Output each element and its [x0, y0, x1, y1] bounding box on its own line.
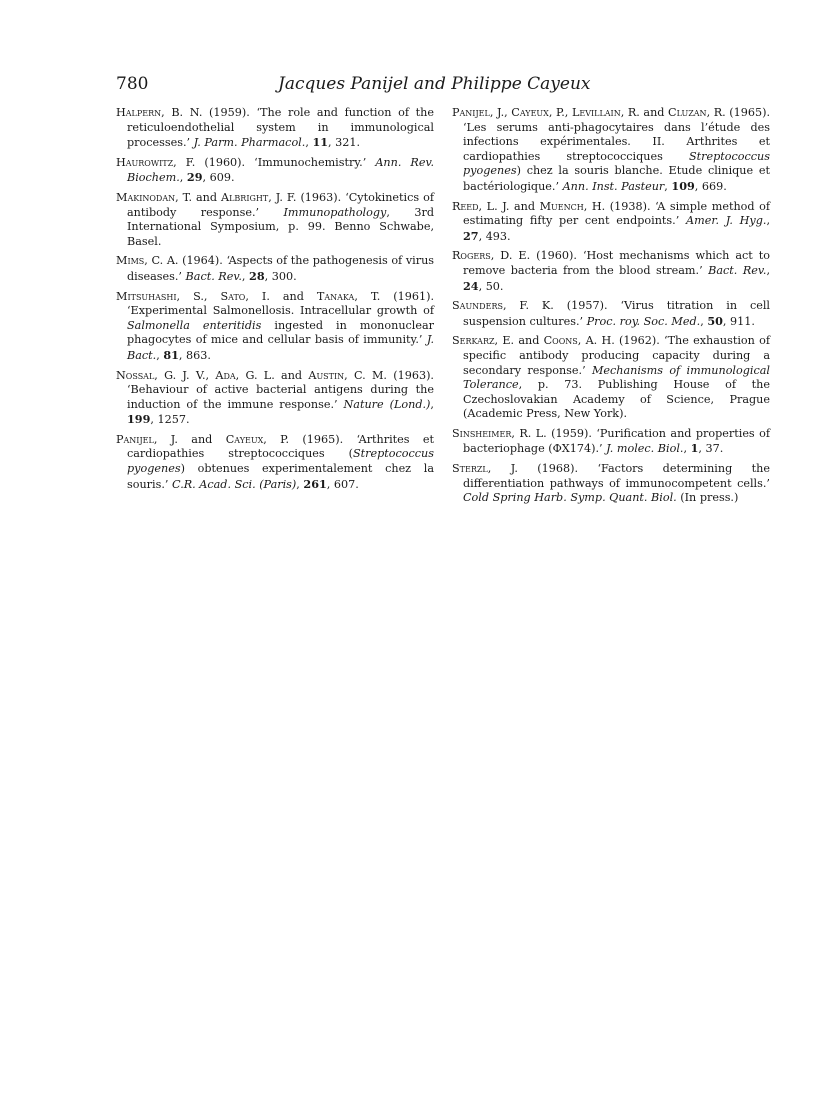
separator: , [305, 136, 313, 150]
author-surname: Austin [308, 368, 345, 382]
volume-number: 1 [690, 441, 699, 456]
journal-name: Ann. Rev. Biochem. [127, 155, 435, 185]
page-range: , 300. [264, 269, 297, 283]
author-surname: Makinodan [116, 190, 176, 204]
separator: , [156, 348, 164, 362]
separator: , [179, 171, 187, 185]
reference-title-italic: Streptococcus pyogenes [127, 447, 434, 476]
reference-title: ‘The role and function of the reticuloendothelial system in immunological processes.’ [127, 106, 434, 150]
journal-name: Nature (Lond.) [343, 397, 431, 411]
author-surname: Ada [215, 368, 236, 382]
page-number: 780 [116, 74, 149, 94]
page-range: , 863. [178, 348, 211, 362]
volume-number: 261 [303, 476, 327, 491]
reference-entry [452, 299, 770, 329]
author-initials: , T. and [175, 190, 222, 204]
page-header [116, 74, 726, 98]
author-initials: , J. and [153, 432, 226, 446]
separator: , [766, 214, 771, 228]
author-surname: Cayeux [511, 106, 549, 119]
reference-title: ‘Les serums anti-phagocytaires dans l’étude des infections expérimentales. II. Arthrites et cardiopathies streptococciques [463, 120, 770, 163]
author-initials: , L. J. and [478, 199, 540, 213]
reference-entry [452, 106, 770, 195]
page-range: , 1257. [150, 413, 190, 427]
separator: , [683, 442, 691, 456]
reference-title: ‘Behaviour of active bacterial antigens during the induction of the immune response.’ [127, 383, 434, 411]
author-surname: Panijel [452, 106, 490, 119]
reference-entry [116, 156, 434, 186]
author-surname: Sinsheimer [452, 426, 512, 440]
journal-name: Bact. Rev. [708, 263, 767, 277]
reference-entry [452, 200, 770, 245]
author-surname: Panijel [116, 432, 154, 446]
author-initials: , B. N. (1959). [161, 106, 257, 119]
reference-title: ingested in mononuclear phagocytes of mice and cellular basis of immunity.’ [127, 318, 435, 347]
reference-entry [116, 191, 434, 249]
author-surname: Saunders [452, 299, 503, 313]
reference-title: ‘Virus titration in cell suspension cultures.’ [463, 299, 770, 328]
page-range: , 493. [478, 229, 511, 243]
volume-number: 199 [127, 412, 151, 427]
author-surname: Muench [539, 199, 584, 213]
reference-entry [452, 462, 770, 506]
journal-name: J. molec. Biol. [606, 442, 684, 456]
reference-entry [116, 290, 434, 364]
journal-name: C.R. Acad. Sci. (Paris) [172, 477, 297, 491]
author-initials: , C. A. (1964). [144, 254, 227, 268]
author-initials: , P., [548, 106, 572, 119]
author-surname: Mitsuhashi [116, 289, 177, 303]
journal-name: Mechanisms of immunological Tolerance [463, 363, 770, 392]
reference-entry [452, 249, 770, 294]
volume-number: 81 [163, 347, 179, 362]
volume-number: 24 [463, 278, 479, 293]
journal-name: Amer. J. Hyg. [686, 214, 767, 228]
author-initials: , D. E. (1960). [490, 249, 583, 263]
journal-name: Bact. Rev. [185, 269, 242, 283]
author-initials: , G. L. and [235, 368, 309, 382]
author-initials: , T. (1961). [354, 289, 434, 303]
journal-name: J. Parm. Pharmacol. [193, 136, 306, 150]
page-range: , 607. [326, 477, 359, 491]
references-left-column [116, 106, 434, 497]
page-range: , 321. [328, 136, 361, 150]
reference-title: ‘The exhaustion of specific antibody producing capacity during a secondary response.’ [463, 334, 770, 377]
author-initials: , J., [489, 106, 512, 119]
author-initials: , J. (1968). [487, 462, 598, 476]
page-range: , 3rd International Symposium, p. 99. Benno Schwabe, Basel. [127, 205, 434, 248]
author-initials: , E. and [494, 334, 544, 348]
volume-number: 109 [671, 178, 695, 193]
reference-title: ‘Aspects of the pathogenesis of virus diseases.’ [127, 254, 435, 283]
author-initials: , H. (1938). [583, 199, 656, 213]
author-surname: Sterzl [452, 462, 488, 476]
separator: , [430, 397, 434, 411]
author-surname: Nossal [116, 368, 155, 382]
author-surname: Albright [221, 190, 269, 204]
author-initials: , A. H. (1962). [577, 334, 665, 348]
reference-title-italic: Streptococcus pyogenes [463, 149, 770, 178]
reference-title: ) obtenues experimentalement chez la souris.’ [127, 462, 434, 491]
author-surname: Reed [452, 199, 479, 213]
author-initials: , G. J. V., [154, 368, 216, 382]
separator: , [766, 263, 770, 277]
author-initials: , C. M. (1963). [344, 368, 434, 382]
references-right-column [452, 106, 770, 511]
author-initials: , S., [176, 289, 221, 303]
reference-entry [116, 254, 434, 284]
reference-title: ) chez la souris blanche. Etude clinique et bactériologique.’ [463, 164, 770, 193]
volume-number: 11 [312, 135, 329, 150]
author-surname: Cluzan [668, 106, 707, 119]
author-surname: Haurowitz [116, 155, 174, 169]
reference-title-italic: Salmonella enteritidis [127, 318, 262, 332]
journal-name: Ann. Inst. Pasteur [562, 179, 665, 193]
author-initials: , R. (1965). [706, 106, 771, 119]
author-surname: Cayeux [225, 432, 264, 446]
volume-number: 50 [707, 313, 723, 328]
reference-title: ‘Purification and properties of bacteriophage (ΦX174).’ [463, 426, 770, 456]
author-surname: Halpern [116, 106, 162, 119]
author-initials: , I. and [245, 289, 317, 303]
author-surname: Rogers [452, 249, 491, 263]
running-title: Jacques Panijel and Philippe Cayeux [278, 74, 591, 94]
volume-number: 27 [463, 228, 479, 243]
author-initials: , F. (1960). [173, 155, 255, 169]
reference-title: ‘Arthrites et cardiopathies streptococciques ( [127, 432, 435, 461]
journal-name: Immunopathology [283, 205, 387, 219]
separator: , [700, 314, 708, 328]
author-surname: Sato [220, 289, 246, 303]
page-range: , 50. [478, 279, 504, 293]
volume-number: 29 [186, 170, 203, 185]
author-initials: , P. (1965). [263, 432, 357, 446]
separator: , [664, 179, 672, 193]
page-range: (In press.) [676, 491, 739, 505]
volume-number: 28 [249, 268, 265, 283]
reference-entry [116, 106, 434, 151]
reference-entry [452, 427, 770, 457]
page-range: , 911. [722, 314, 755, 328]
separator: , [241, 269, 250, 283]
author-initials: , F. K. (1957). [502, 299, 621, 313]
journal-name: Cold Spring Harb. Symp. Quant. Biol. [463, 491, 677, 505]
reference-title: ‘A simple method of estimating fifty per cent endpoints.’ [463, 199, 771, 228]
author-surname: Levillain [571, 106, 621, 119]
reference-title: ‘Experimental Salmonellosis. Intracellular growth of [127, 304, 434, 318]
journal-name: J. Bact. [127, 333, 434, 362]
reference-entry [116, 369, 434, 428]
author-surname: Mims [116, 254, 145, 268]
author-surname: Coons [543, 334, 578, 348]
page-range: , 609. [202, 171, 235, 185]
separator: , [296, 477, 304, 491]
reference-title: ‘Cytokinetics of antibody response.’ [127, 190, 434, 219]
author-surname: Serkarz [452, 334, 495, 348]
reference-title: ‘Factors determining the differentiation pathways of immunocompetent cells.’ [463, 462, 770, 490]
page-range: , 669. [694, 179, 727, 193]
author-initials: , R. L. (1959). [511, 426, 597, 440]
page-range: , 37. [698, 442, 724, 456]
author-surname: Tanaka [316, 289, 355, 303]
author-initials: , R. and [620, 106, 669, 119]
reference-title: ‘Immunochemistry.’ [254, 155, 376, 169]
reference-entry [452, 334, 770, 422]
reference-entry [116, 433, 434, 492]
page-range: , p. 73. Publishing House of the Czechoslovakian Academy of Science, Prague (Academic Press, New York). [463, 378, 770, 421]
reference-title: ‘Host mechanisms which act to remove bacteria from the blood stream.’ [463, 249, 771, 277]
author-initials: , J. F. (1963). [268, 190, 346, 204]
journal-name: Proc. roy. Soc. Med. [586, 314, 701, 328]
